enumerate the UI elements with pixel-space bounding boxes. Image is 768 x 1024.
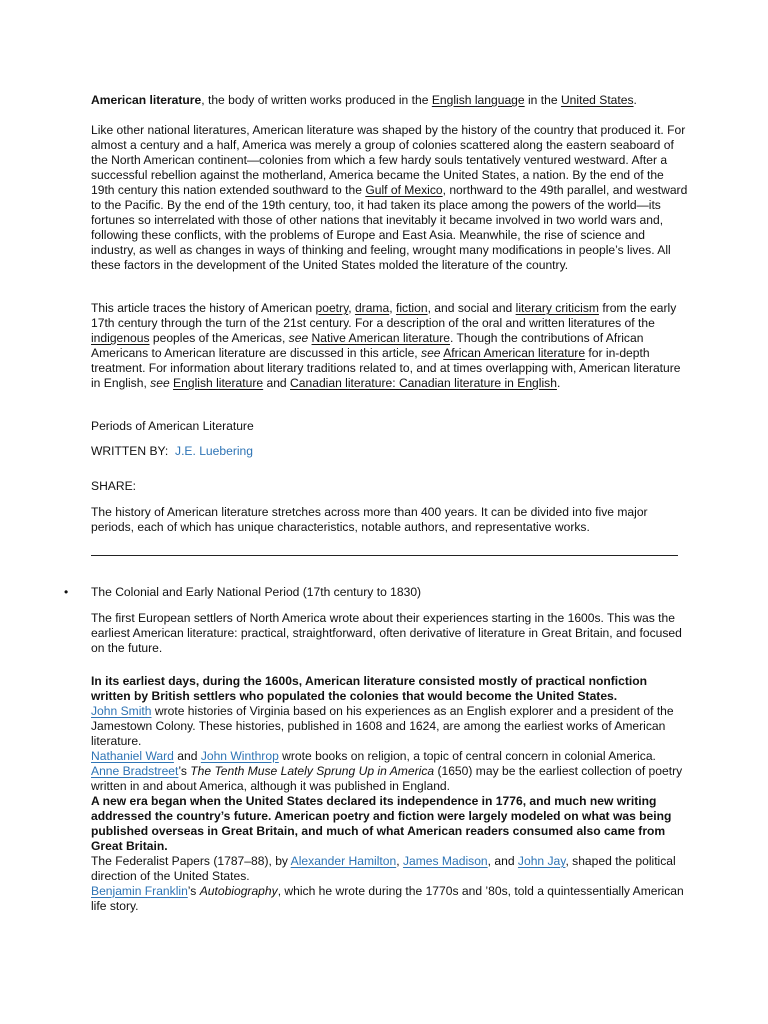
paragraph-text: , <box>348 301 355 315</box>
entry-ward-winthrop <box>91 749 689 764</box>
paragraph-text: from the early 17th century through the turn of the 21st century. For a description of the oral and written literatures of the <box>91 301 677 330</box>
paragraph-text: , and social and <box>427 301 516 315</box>
entry-text: wrote books on religion, a topic of central concern in colonial America. <box>278 749 656 763</box>
paragraph-text: for in-depth treatment. For information about literary traditions related to, and at times overlapping with, American literature in English, <box>91 346 681 390</box>
link-fiction[interactable]: fiction <box>395 301 428 315</box>
horizontal-divider <box>91 555 678 556</box>
scope-paragraph <box>91 301 689 391</box>
written-by-label: WRITTEN BY: <box>91 444 169 458</box>
entry-text: , <box>396 854 403 868</box>
see-text: see <box>150 376 170 390</box>
entry-benjamin-franklin <box>91 884 689 914</box>
colonial-period-heading: The Colonial and Early National Period (17th century to 1830) <box>91 585 422 599</box>
link-james-madison[interactable]: James Madison <box>402 854 488 868</box>
entry-john-smith <box>91 704 689 749</box>
link-english-literature[interactable]: English literature <box>173 376 264 390</box>
link-drama[interactable]: drama <box>354 301 390 315</box>
link-english-language[interactable]: English language <box>431 93 525 107</box>
overview-paragraph: The history of American literature stretches across more than 400 years. It can be divided into five major periods, each of which has unique characteristics, notable authors, and representative works. <box>91 505 648 534</box>
periods-heading: Periods of American Literature <box>91 419 254 433</box>
entry-text: wrote histories of Virginia based on his experiences as an English explorer and a president of the Jamestown Colony. These histories, published in 1608 and 1624, are among the earliest works of American literature. <box>91 704 674 748</box>
see-text: see <box>288 331 309 345</box>
link-poetry[interactable]: poetry <box>315 301 349 315</box>
link-john-winthrop[interactable]: John Winthrop <box>200 749 279 763</box>
paragraph-text: , northward to the 49th parallel, and westward to the Pacific. By the end of the 19th century, too, it had taken its place among the powers of the world—its fortunes so interrelated with those of other nations that inevitably it became involved in two world wars and, following these conflicts, with the problems of Europe and East Asia. Meanwhile, the rise of science and industry, as well as changes in ways of thinking and feeling, wrought many modifications in people’s lives. All these factors in the development of the United States molded the literature of the country. <box>91 183 688 272</box>
paragraph-text: peoples of the Americas, <box>149 331 289 345</box>
link-benjamin-franklin[interactable]: Benjamin Franklin <box>91 884 188 898</box>
intro-text: , the body of written works produced in the <box>201 93 432 107</box>
entry-text: and <box>173 749 201 763</box>
see-text: see <box>421 346 441 360</box>
entry-text: (1650) may be the earliest collection of poetry written in and about America, although it was published in England. <box>91 764 683 793</box>
entry-text: The Federalist Papers (1787–88), by <box>91 854 291 868</box>
share-label: SHARE: <box>91 479 137 493</box>
link-literary-criticism[interactable]: literary criticism <box>515 301 599 315</box>
new-era-bold: A new era began when the United States declared its independence in 1776, and much new writing addressed the country’s future. American poetry and fiction were largely modeled on what was being published overseas in Great Britain, and much of what American readers consumed also came from Great Britain. <box>91 794 672 853</box>
link-anne-bradstreet[interactable]: Anne Bradstreet <box>91 764 179 778</box>
intro-paragraph <box>91 93 689 108</box>
paragraph-text: Like other national literatures, American literature was shaped by the history of the country that produced it. For almost a century and a half, America was merely a group of colonies scattered along the eastern seaboard of the North American continent—colonies from which a few hardy souls tentatively ventured westward. After a successful rebellion against the motherland, America became the United States, a nation. By the end of the 19th century this nation extended southward to the <box>91 123 686 197</box>
paragraph-text: , <box>389 301 396 315</box>
entry-text: , and <box>487 854 518 868</box>
entry-text: , which he wrote during the 1770s and ’80s, told a quintessentially American life story. <box>91 884 684 913</box>
link-united-states[interactable]: United States <box>560 93 634 107</box>
colonial-summary: The first European settlers of North America wrote about their experiences starting in the 1600s. This was the earliest American literature: practical, straightforward, often derivative of literature in Great Britain, and focused on the future. <box>91 611 682 655</box>
intro-term: American literature <box>91 93 202 107</box>
link-indigenous[interactable]: indigenous <box>91 331 150 345</box>
paragraph-text: This article traces the history of American <box>91 301 316 315</box>
entry-anne-bradstreet <box>91 764 689 794</box>
intro-text: in the <box>524 93 561 107</box>
history-paragraph <box>91 123 689 273</box>
paragraph-text: . <box>556 376 561 390</box>
link-african-american-literature[interactable]: African American literature <box>443 346 586 360</box>
link-gulf-of-mexico[interactable]: Gulf of Mexico <box>365 183 443 197</box>
link-nathaniel-ward[interactable]: Nathaniel Ward <box>91 749 174 763</box>
link-alexander-hamilton[interactable]: Alexander Hamilton <box>290 854 397 868</box>
colonial-details <box>91 674 689 914</box>
paragraph-text: and <box>263 376 291 390</box>
entry-text: ’s <box>187 884 200 898</box>
link-john-jay[interactable]: John Jay <box>517 854 566 868</box>
intro-text: . <box>633 93 637 107</box>
link-native-american-literature[interactable]: Native American literature <box>311 331 451 345</box>
entry-federalist-papers <box>91 854 689 884</box>
book-title: The Tenth Muse Lately Sprung Up in America <box>190 764 435 778</box>
author-link[interactable]: J.E. Luebering <box>175 444 254 458</box>
written-by-line <box>91 444 689 459</box>
bullet-icon: • <box>64 585 69 599</box>
book-title: Autobiography <box>199 884 278 898</box>
entry-text: , shaped the political direction of the United States. <box>91 854 676 883</box>
link-john-smith[interactable]: John Smith <box>91 704 152 718</box>
entry-text: ’s <box>178 764 191 778</box>
colonial-bold-intro: In its earliest days, during the 1600s, American literature consisted mostly of practical nonfiction written by British settlers who populated the colonies that would become the United States. <box>91 674 648 703</box>
paragraph-text: . Though the contributions of African Americans to American literature are discussed in this article, <box>91 331 644 360</box>
link-canadian-literature[interactable]: Canadian literature: Canadian literature in English <box>290 376 557 390</box>
